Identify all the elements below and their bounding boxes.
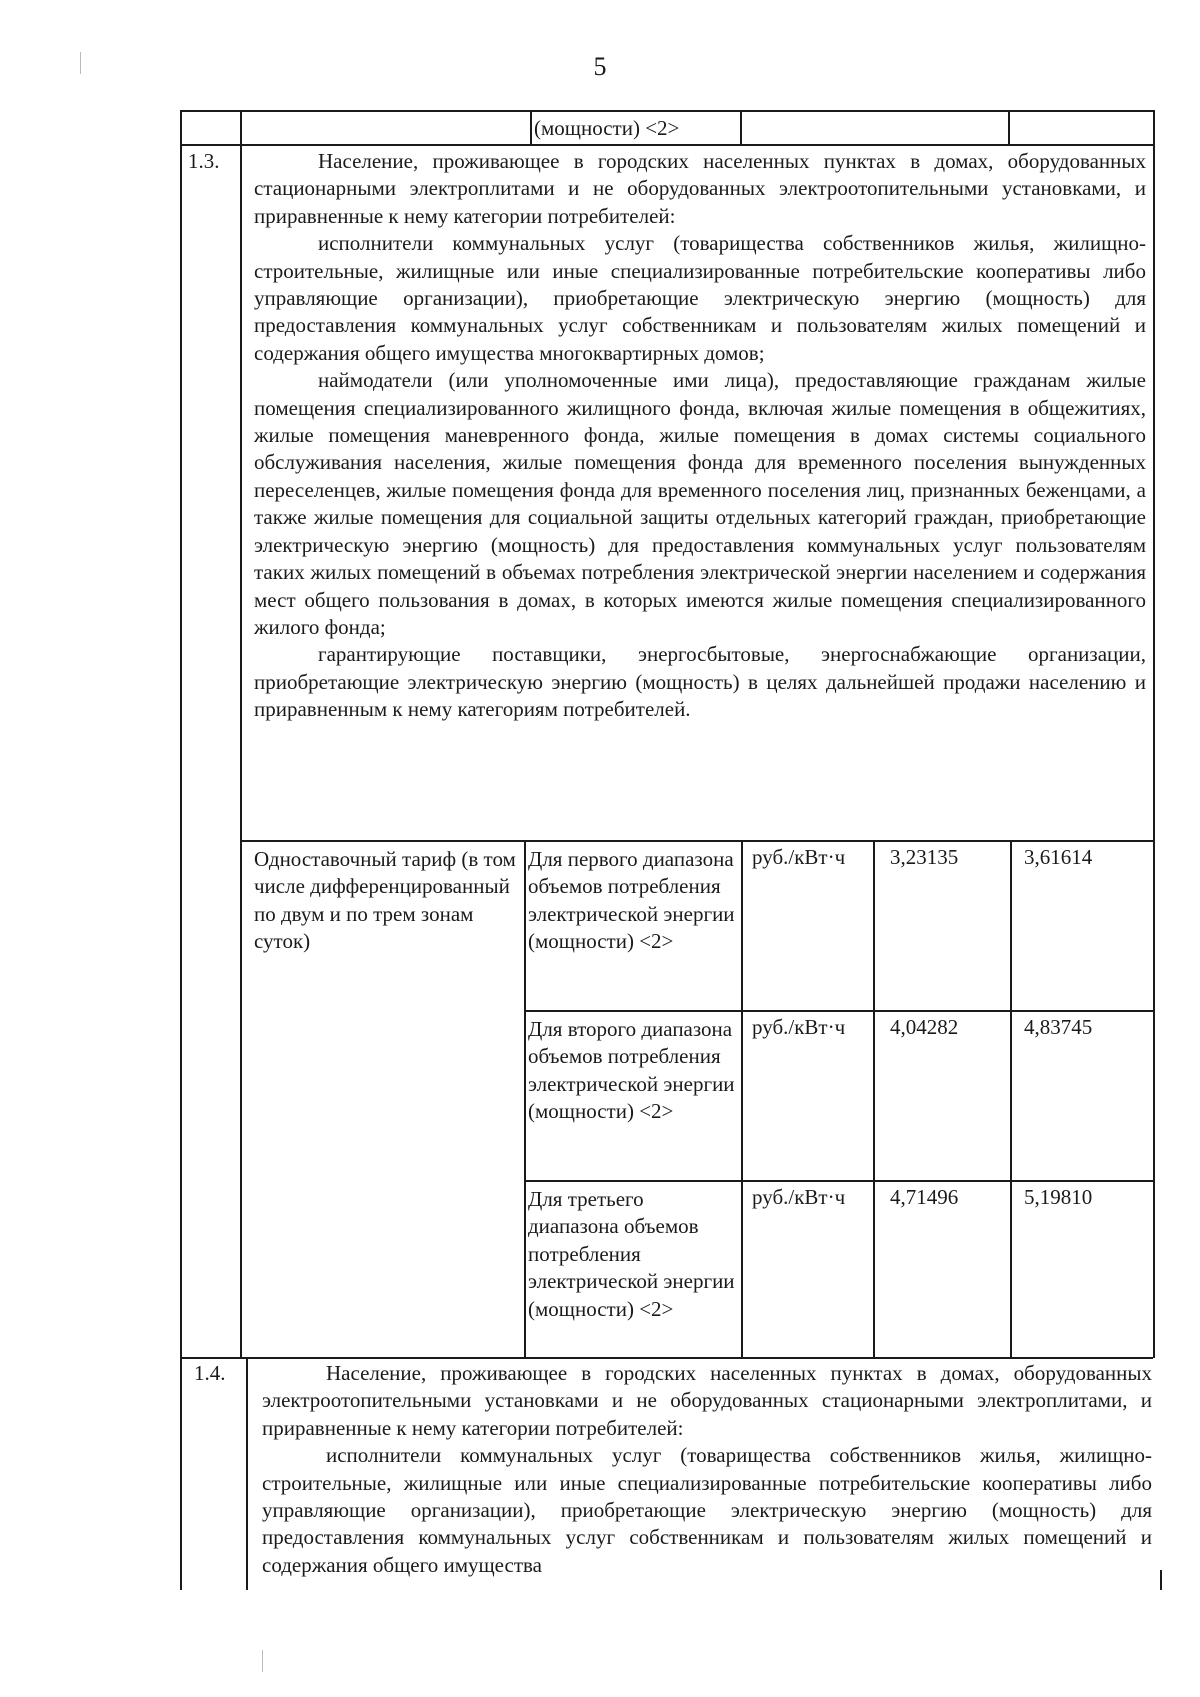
table-rule	[240, 144, 242, 1358]
section-1-3-intro: Население, проживающее в городских населенных пунктах в домах, оборудованных стационарными электроплитами и не оборудованных электроотопительными установками, и приравненные к нему категории потребителей:	[254, 149, 1146, 228]
scan-margin-mark	[80, 52, 81, 74]
table-rule	[1153, 144, 1155, 1358]
tariff-range-3: Для третьего диапазона объемов потребления электрической энергии (мощности) <2>	[528, 1187, 735, 1321]
table-rule	[524, 840, 526, 1358]
section-1-3-paragraph-2: наймодатели (или уполномоченные ими лица), предоставляющие гражданам жилые помещения специализированного жилищного фонда, включая жилые помещения в общежитиях, жилые помещения маневренного фонда, жилые помещения в домах системы социального обслуживания населения, жилые помещения фонда для временного поселения вынужденных переселенцев, жилые помещения фонда для временного поселения лиц, признанных беженцами, а также жилые помещения для социальной защиты отдельных категорий граждан, приобретающие электрическую энергию (мощность) для предоставления коммунальных услуг пользователям таких жилых помещений в объемах потребления электрической энергии населением и содержания мест общего пользования в домах, в которых имеются жилые помещения специализированного жилого фонда;	[254, 368, 1146, 639]
table-rule	[180, 1357, 1153, 1359]
row-number-1-3: 1.3.	[188, 149, 220, 173]
tariff-range-2: Для второго диапазона объемов потребления электрической энергии (мощности) <2>	[528, 1017, 735, 1124]
tariff-value-1b: 3,61614	[1024, 845, 1093, 869]
row-number-1-4: 1.4.	[194, 1361, 226, 1385]
tariff-value-2a: 4,04282	[890, 1015, 959, 1039]
table-rule	[524, 1010, 1153, 1012]
section-1-3-paragraph-1: исполнители коммунальных услуг (товарищества собственников жилья, жилищно-строительные, жилищные или иные специализированные потребительские кооперативы либо управляющие организации), приобретающие электрическую энергию (мощность) для предоставления коммунальных услуг собственникам и пользователям жилых помещений и содержания общего имущества многоквартирных домов;	[254, 231, 1146, 365]
tariff-value-2b: 4,83745	[1024, 1015, 1093, 1039]
tariff-value-1a: 3,23135	[890, 845, 959, 869]
table-rule	[1008, 110, 1010, 146]
table-rule	[240, 840, 1153, 842]
section-1-4-paragraph-1: исполнители коммунальных услуг (товарищества собственников жилья, жилищно-строительные, жилищные или иные специализированные потребительские кооперативы либо управляющие организации), приобретающие электрическую энергию (мощность) для предоставления коммунальных услуг собственникам и пользователям жилых помещений и содержания общего имущества	[262, 1443, 1152, 1577]
table-rule	[246, 1357, 248, 1590]
section-1-4-intro: Население, проживающее в городских населенных пунктах в домах, оборудованных электроотопительными установками и не оборудованных стационарными электроплитами, и приравненные к нему категории потребителей:	[262, 1361, 1152, 1440]
tariff-value-3a: 4,71496	[890, 1185, 959, 1209]
tariff-unit-2: руб./кВт·ч	[752, 1015, 846, 1039]
table-rule	[180, 144, 1153, 146]
table-rule	[741, 840, 743, 1358]
table-rule	[740, 110, 742, 146]
table-rule	[1160, 1570, 1162, 1590]
tariff-value-3b: 5,19810	[1024, 1185, 1093, 1209]
section-1-4-text	[262, 1360, 1152, 1579]
table-rule	[1010, 840, 1012, 1358]
tariff-unit-3: руб./кВт·ч	[752, 1185, 846, 1209]
page-number: 5	[593, 52, 607, 81]
table-rule	[240, 110, 242, 146]
table-rule	[530, 110, 532, 146]
table-rule	[873, 840, 875, 1358]
scan-margin-mark	[262, 1650, 263, 1672]
table-rule	[1153, 110, 1155, 146]
section-1-3-text	[254, 148, 1146, 724]
tariff-label: Одноставочный тариф (в том числе дифференцированный по двум и по трем зонам суток)	[254, 847, 516, 954]
top-row-text: (мощности) <2>	[534, 116, 680, 140]
table-rule	[180, 110, 182, 1590]
section-1-3-paragraph-3: гарантирующие поставщики, энергосбытовые, энергоснабжающие организации, приобретающие электрическую энергию (мощность) в целях дальнейшей продажи населению и приравненным к нему категориям потребителей.	[254, 642, 1146, 722]
tariff-range-1: Для первого диапазона объемов потребления электрической энергии (мощности) <2>	[528, 847, 735, 954]
tariff-unit-1: руб./кВт·ч	[752, 845, 846, 869]
table-rule	[524, 1180, 1153, 1182]
